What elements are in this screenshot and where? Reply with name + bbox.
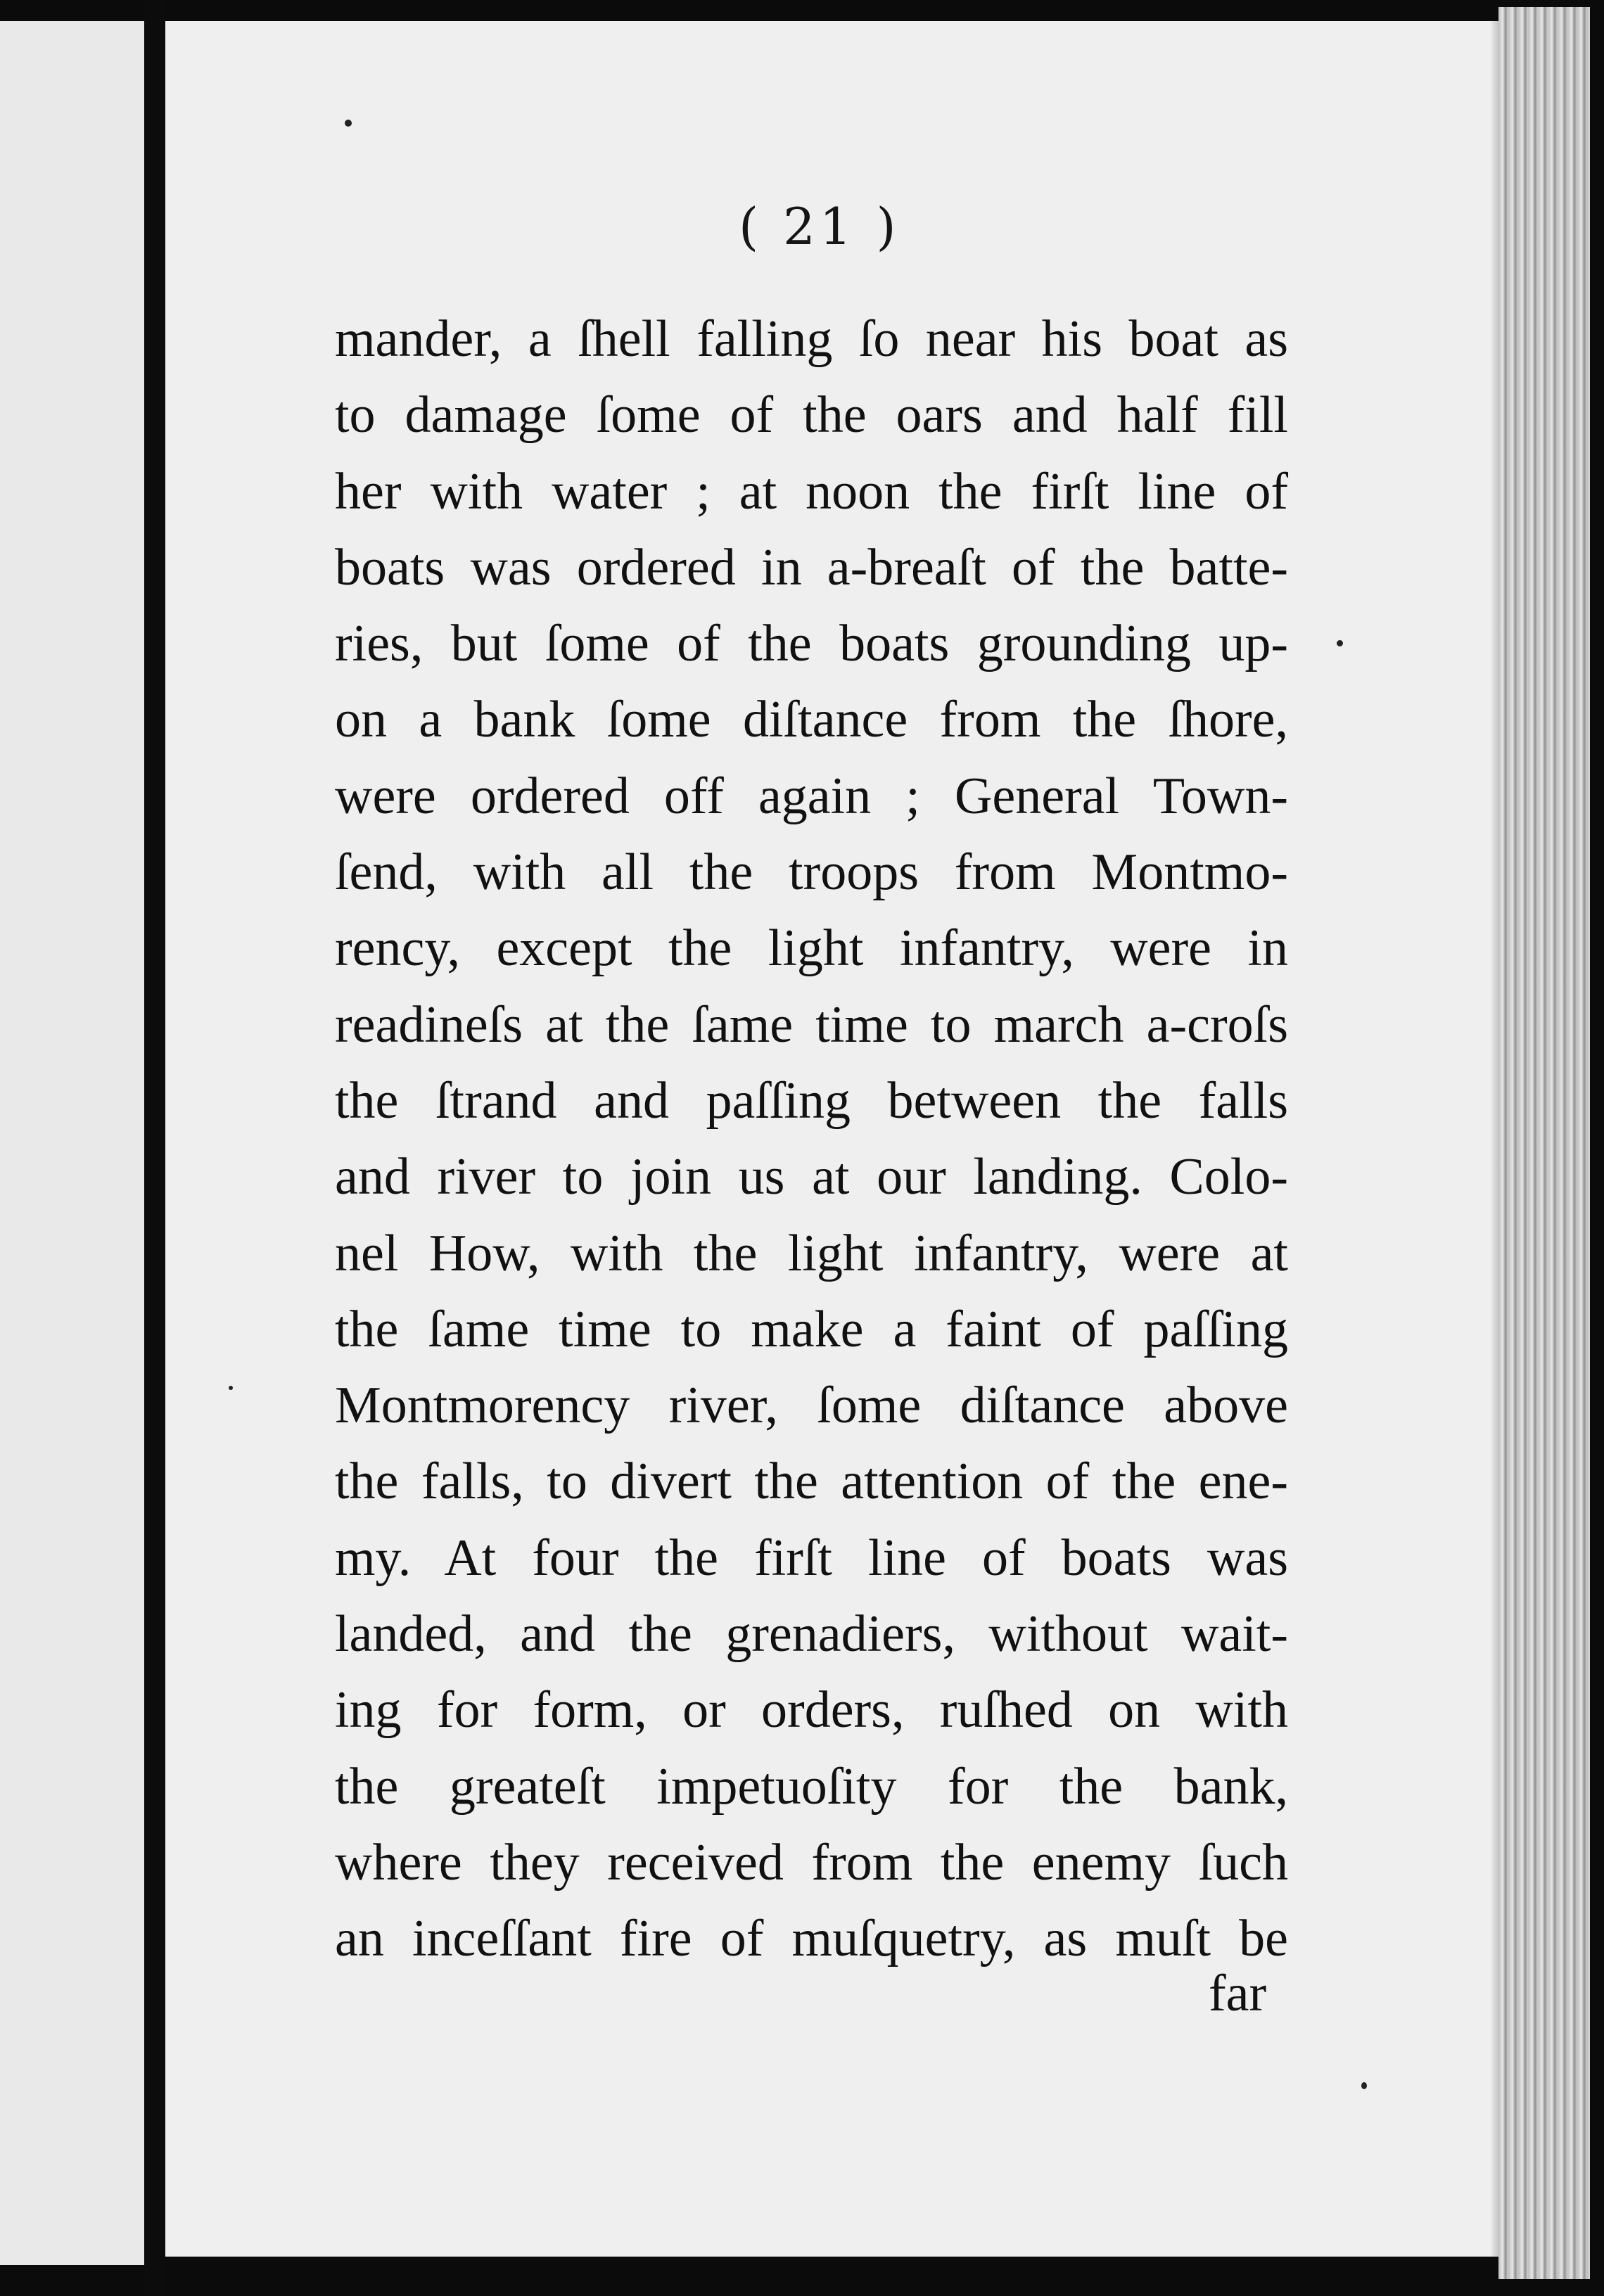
ink-speck <box>345 120 352 127</box>
ink-speck <box>229 1386 233 1390</box>
text-line: nel How, with the light infantry, were at <box>335 1224 1288 1282</box>
text-line: landed, and the grenadiers, without wait- <box>335 1605 1288 1664</box>
ink-speck <box>1337 640 1343 646</box>
text-line: ing for form, or orders, ruſhed on with <box>335 1681 1288 1740</box>
text-line: rency, except the light infantry, were in <box>335 919 1288 978</box>
body-text <box>335 301 1288 1977</box>
book-gutter <box>144 0 165 2296</box>
text-line: were ordered off again ; General Town- <box>335 767 1288 825</box>
text-line: and river to join us at our landing. Colo- <box>335 1148 1288 1206</box>
text-line: Montmorency river, ſome diſtance above <box>335 1377 1288 1435</box>
text-line: boats was ordered in a-breaſt of the batte- <box>335 538 1288 597</box>
text-line: an inceſſant fire of muſquetry, as muſt be <box>335 1910 1288 1968</box>
text-line: where they received from the enemy ſuch <box>335 1833 1288 1892</box>
text-line: on a bank ſome diſtance from the ſhore, <box>335 691 1288 749</box>
text-line: the greateſt impetuoſity for the bank, <box>335 1757 1288 1816</box>
text-line: readineſs at the ſame time to march a-croſs <box>335 995 1288 1054</box>
text-line: mander, a ſhell falling ſo near his boat as <box>335 310 1288 368</box>
stacked-page-edges <box>1498 7 1590 2279</box>
facing-page-edge <box>0 21 144 2265</box>
text-line: my. At four the firſt line of boats was <box>335 1529 1288 1587</box>
text-line: ries, but ſome of the boats grounding up- <box>335 615 1288 673</box>
text-line: ſend, with all the troops from Montmo- <box>335 843 1288 902</box>
text-line: her with water ; at noon the firſt line of <box>335 462 1288 521</box>
catchword: far <box>1209 1965 1267 2022</box>
text-line: the ſame time to make a faint of paſſing <box>335 1300 1288 1358</box>
text-line: to damage ſome of the oars and half fill <box>335 386 1288 445</box>
page-number: ( 21 ) <box>739 197 900 256</box>
ink-speck <box>1361 2082 1367 2089</box>
text-line: the ſtrand and paſſing between the falls <box>335 1071 1288 1130</box>
text-line: the falls, to divert the attention of the ene- <box>335 1453 1288 1511</box>
